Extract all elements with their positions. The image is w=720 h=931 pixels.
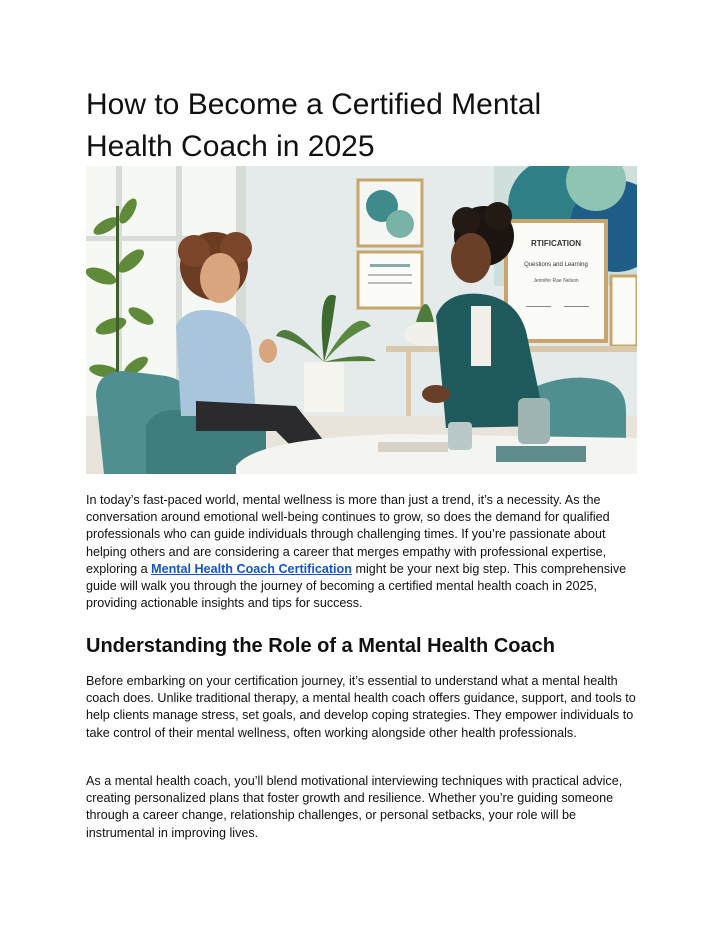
coach-paragraph: As a mental health coach, you’ll blend motivational interviewing techniques with practical advice, creating personalized plans that foster growth and resilience. Whether you’re guiding someone through a career change, relationship challenges, or personal setbacks, your role will be instrumental in improving lives. xyxy=(86,774,623,840)
small-certificate xyxy=(358,252,422,308)
intro-text-after-link: might be your next big step. This comprehensive guide will walk you through the journey of becoming a certified mental health coach in 2025, providing actionable insights and tips for success. xyxy=(86,561,627,611)
vase xyxy=(518,398,550,444)
tablet xyxy=(378,442,448,452)
article-title-line2: Health Coach in 2025 xyxy=(86,130,375,163)
book-stack xyxy=(496,446,586,462)
certification-link[interactable]: Mental Health Coach Certification xyxy=(151,561,352,576)
article-title xyxy=(86,84,646,168)
section-heading: Understanding the Role of a Mental Health Coach xyxy=(86,635,555,657)
role-paragraph: Before embarking on your certification journey, it’s essential to understand what a mental health coach does. Unlike traditional therapy, a mental health coach offers guidance, support, and tools to help clients manage stress, set goals, and develop coping strategies. They empower individuals to take control of their mental wellness, often working alongside other health professionals. xyxy=(86,674,636,740)
intro-paragraph xyxy=(86,492,642,612)
certificate-heading: RTIFICATION xyxy=(530,239,582,248)
hero-image xyxy=(86,166,637,474)
mug xyxy=(448,422,472,450)
certificate-subheading: Questions and Learning xyxy=(524,262,588,268)
intro-text-before-link: In today’s fast-paced world, mental wellness is more than just a trend, it’s a necessity. As the conversation around emotional well-being continues to grow, so does the demand for qualified professionals who can guide individuals through challenging times. If you’re passionate about helping others and are considering a career that merges empathy with professional expertise, exploring a xyxy=(86,493,610,576)
certificate-name: Jennifer Rae Nelson xyxy=(533,278,579,284)
article-title-line1: How to Become a Certified Mental xyxy=(86,88,542,121)
